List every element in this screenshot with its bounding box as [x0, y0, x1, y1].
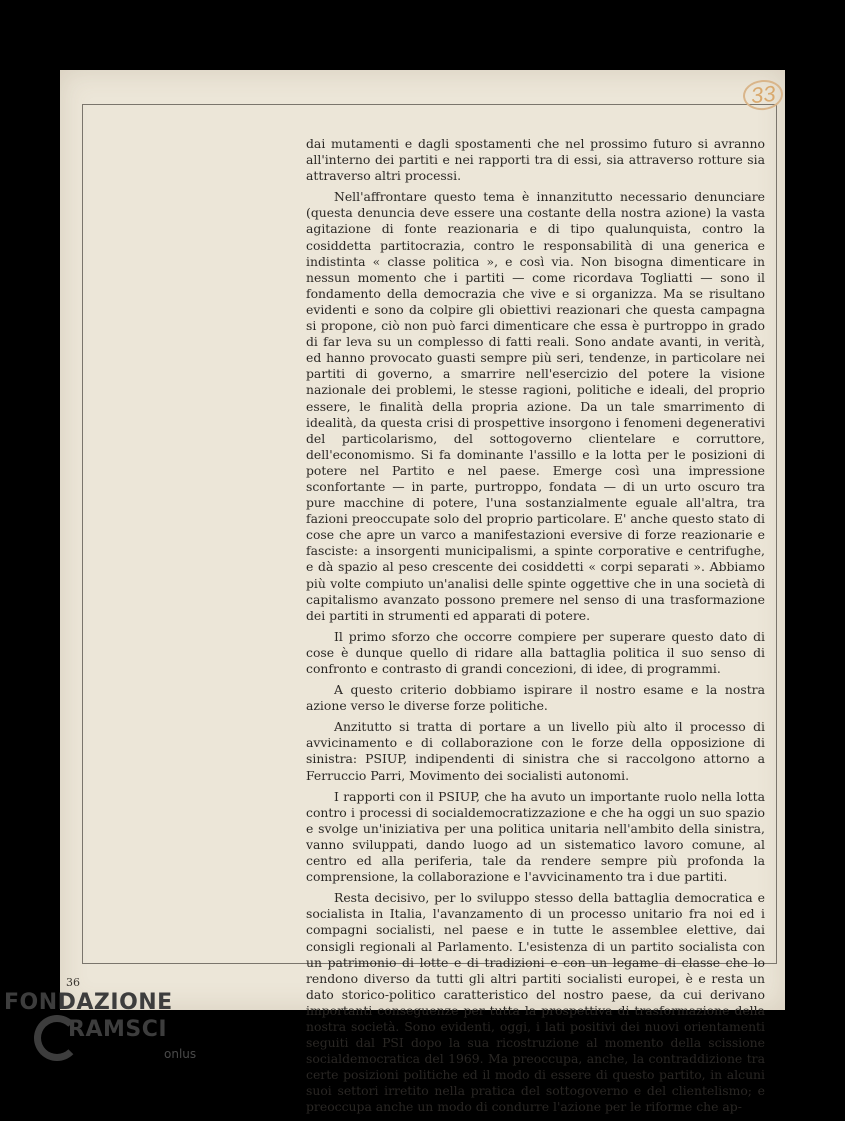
body-text: [306, 136, 765, 1121]
page-number: 36: [66, 976, 80, 989]
paragraph: Nell'affrontare questo tema è innanzitutto necessario denunciare (questa denuncia deve essere una costante della nostra azione) la vasta agitazione di fonte reazionaria e di tipo qualunquista, contro la cosiddetta partitocrazia, contro le responsabilità di una generica e indistinta « classe politica », e così via. Non bisogna dimenticare in nessun momento che i partiti — come ricordava Togliatti — sono il fondamento della democrazia che vive e si organizza. Ma se risultano evidenti e sono da colpire gli obiettivi reazionari che questa campagna si propone, ciò non può farci dimenticare che essa è purtroppo in grado di far leva su un complesso di fatti reali. Sono andate avanti, in verità, ed hanno provocato guasti sempre più seri, tendenze, in particolare nei partiti di governo, a smarrire nell'esercizio del potere la visione nazionale dei problemi, le stesse ragioni, politiche e ideali, del proprio essere, le finalità della propria azione. Da un tale smarrimento di idealità, da questa crisi di prospettive insorgono i fenomeni degenerativi del particolarismo, del sottogoverno clientelare e corruttore, dell'economismo. Si fa dominante l'assillo e la lotta per le posizioni di potere nel Partito e nel paese. Emerge così una impressione sconfortante — in parte, purtroppo, fondata — di un urto oscuro tra pure macchine di potere, l'una sostanzialmente eguale all'altra, tra fazioni preoccupate solo del proprio particolare. E' anche questo stato di cose che apre un varco a manifestazioni eversive di forze reazionarie e fasciste: a insorgenti municipalismi, a spinte corporative e centrifughe, e dà spazio al peso crescente dei cosiddetti « corpi separati ». Abbiamo più volte compiuto un'analisi delle spinte oggettive che in una società di capitalismo avanzato possono premere nel senso di una trasformazione dei partiti in strumenti ed apparati di potere.: [306, 189, 765, 623]
fondazione-gramsci-logo: [4, 985, 224, 1080]
logo-subtitle: onlus: [164, 1047, 197, 1061]
paragraph: Anzitutto si tratta di portare a un livello più alto il processo di avvicinamento e di collaborazione con le forze della opposizione di sinistra: PSIUP, indipendenti di sinistra che si raccolgono attorno a Ferruccio Parri, Movimento dei socialisti autonomi.: [306, 719, 765, 783]
handwritten-page-number: 33: [741, 78, 784, 112]
logo-line-1: FONDAZIONE: [4, 990, 173, 1015]
paragraph: Resta decisivo, per lo sviluppo stesso della battaglia democratica e socialista in Italia, l'avanzamento di un processo unitario fra noi ed i compagni socialisti, nel paese e in tutte le assemblee elettive, dai consigli regionali al Parlamento. L'esistenza di un partito socialista con un patrimonio di lotte e di tradizioni e con un legame di classe che lo rendono diverso da tutti gli altri partiti socialisti europei, è e resta un dato storico-politico caratteristico del nostro paese, da cui derivano importanti conseguenze per tutta la prospettiva di trasformazione della nostra società. Sono evidenti, oggi, i lati positivi dei nuovi orientamenti seguiti dal PSI dopo la sua ricostruzione al momento della scissione socialdemocratica del 1969. Ma preoccupa, anche, la contraddizione tra certe posizioni politiche ed il modo di essere di questo partito, in alcuni suoi settori irretito nella pratica del sottogoverno e del clientelismo; e preoccupa anche un modo di condurre l'azione per le riforme che ap-: [306, 890, 765, 1115]
paragraph: I rapporti con il PSIUP, che ha avuto un importante ruolo nella lotta contro i processi di socialdemocratizzazione e che ha oggi un suo spazio e svolge un'iniziativa per una politica unitaria nell'ambito della sinistra, vanno sviluppati, dando luogo ad un sistematico lavoro comune, al centro ed alla periferia, tale da rendere sempre più profonda la comprensione, la collaborazione e l'avvicinamento tra i due partiti.: [306, 788, 765, 885]
logo-line-2: RAMSCI: [68, 1017, 168, 1042]
paragraph: Il primo sforzo che occorre compiere per superare questo dato di cose è dunque quello di ridare alla battaglia politica il suo senso di confronto e contrasto di grandi concezioni, di idee, di programmi.: [306, 628, 765, 676]
paragraph: A questo criterio dobbiamo ispirare il nostro esame e la nostra azione verso le diverse forze politiche.: [306, 682, 765, 714]
paragraph: dai mutamenti e dagli spostamenti che nel prossimo futuro si avranno all'interno dei partiti e nei rapporti tra di essi, sia attraverso rotture sia attraverso altri processi.: [306, 136, 765, 184]
